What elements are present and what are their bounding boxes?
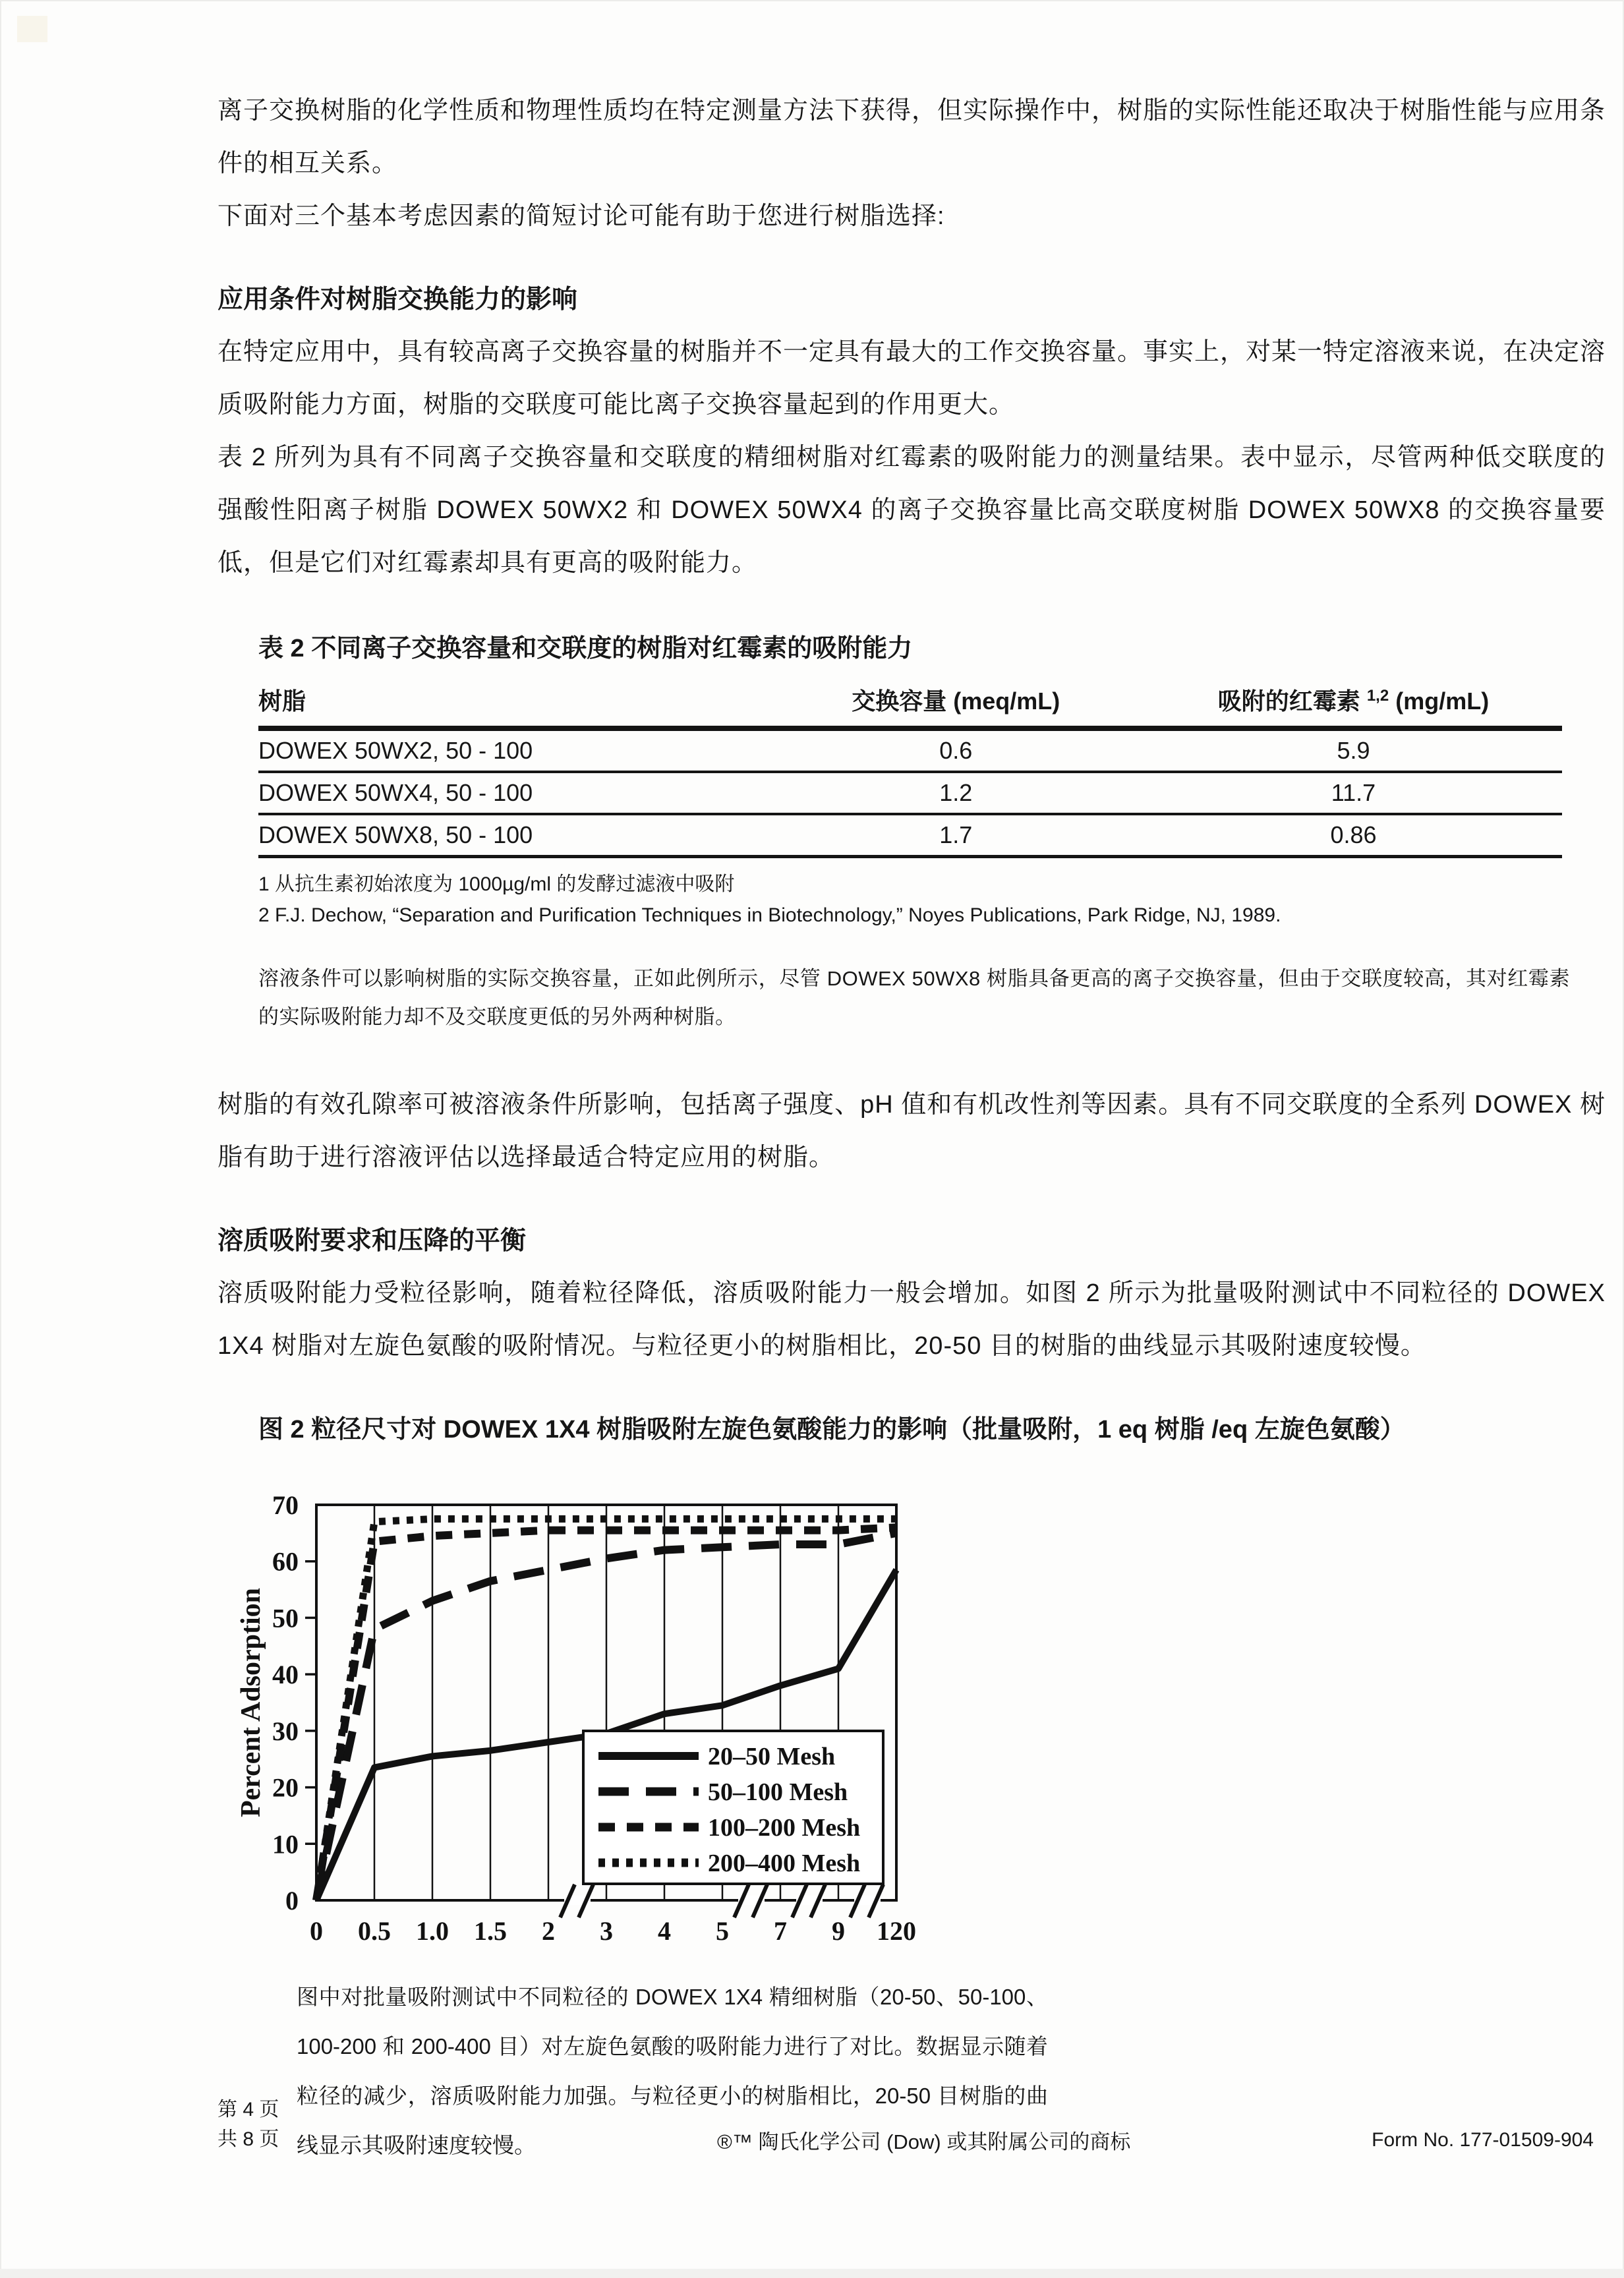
svg-text:100–200 Mesh: 100–200 Mesh	[708, 1814, 861, 1842]
cell-adsorbed: 11.7	[1145, 772, 1562, 814]
capacity-label: 交换容量	[852, 687, 947, 715]
footer-form-number: Form No. 177-01509-904	[1372, 2129, 1594, 2151]
svg-text:3: 3	[600, 1916, 613, 1946]
table2-note: 溶液条件可以影响树脂的实际交换容量，正如此例所示，尽管 DOWEX 50WX8 树脂具备更高的离子交换容量，但由于交联度较高，其对红霉素的实际吸附能力却不及交联度更低的另外两种树脂。	[258, 967, 1570, 1028]
footnote-2: 2 F.J. Dechow, “Separation and Purification Techniques in Biotechnology,” Noyes Publications, Park Ridge, NJ, 1989.	[258, 904, 1281, 926]
paragraph-capacity-1: 在特定应用中，具有较高离子交换容量的树脂并不一定具有最大的工作交换容量。事实上，对某一特定溶液来说，在决定溶质吸附能力方面，树脂的交联度可能比离子交换容量起到的作用更大。	[218, 338, 1606, 419]
scan-corner-artifact	[17, 16, 47, 42]
capacity-unit: (meq/mL)	[953, 687, 1060, 715]
figure2-title: 图 2 粒径尺寸对 DOWEX 1X4 树脂吸附左旋色氨酸能力的影响（批量吸附，1 eq 树脂 /eq 左旋色氨酸）	[258, 1416, 1405, 1444]
paragraph-balance: 溶质吸附能力受粒径影响，随着粒径降低，溶质吸附能力一般会增加。如图 2 所示为批量吸附测试中不同粒径的 DOWEX 1X4 树脂对左旋色氨酸的吸附情况。与粒径更小的树脂相比，20-50 目的树脂的曲线显示其吸附速度较慢。	[218, 1279, 1606, 1360]
svg-text:9: 9	[832, 1916, 845, 1946]
adsorbed-label: 吸附的红霉素	[1217, 687, 1360, 715]
svg-text:2: 2	[542, 1916, 555, 1946]
section-heading-balance: 溶质吸附要求和压降的平衡	[218, 1227, 527, 1255]
cell-capacity: 1.2	[767, 772, 1145, 814]
svg-text:0: 0	[310, 1916, 323, 1946]
svg-text:50: 50	[272, 1603, 299, 1633]
footer-page-current: 第 4 页	[218, 2099, 279, 2120]
svg-text:1.0: 1.0	[416, 1916, 449, 1946]
cell-resin: DOWEX 50WX8, 50 - 100	[258, 814, 767, 857]
page-content	[218, 84, 1606, 2170]
table2	[258, 679, 1562, 858]
svg-text:40: 40	[272, 1660, 299, 1690]
section-heading-capacity: 应用条件对树脂交换能力的影响	[218, 285, 578, 314]
svg-text:30: 30	[272, 1716, 299, 1746]
paragraph-capacity-2: 表 2 所列为具有不同离子交换容量和交联度的精细树脂对红霉素的吸附能力的测量结果。表中显示，尽管两种低交联度的强酸性阳离子树脂 DOWEX 50WX2 和 DOWEX 50WX4 的离子交换容量比高交联度树脂 DOWEX 50WX8 的交换容量要低，但是它们对红霉素却具有更高的吸附能力。	[218, 444, 1606, 577]
footer-trademark: ®™ 陶氏化学公司 (Dow) 或其附属公司的商标	[717, 2130, 1131, 2153]
svg-text:0: 0	[285, 1886, 299, 1915]
svg-text:4: 4	[658, 1916, 671, 1946]
svg-text:60: 60	[272, 1546, 299, 1577]
footnote-1: 1 从抗生素初始浓度为 1000µg/ml 的发酵过滤液中吸附	[258, 873, 735, 895]
svg-text:7: 7	[774, 1916, 787, 1946]
table2-header-adsorbed	[1145, 679, 1562, 728]
figure2-chart	[237, 1469, 936, 1956]
footer-page-numbers	[218, 2095, 279, 2154]
table-row	[258, 814, 1562, 857]
footer-page-total: 共 8 页	[218, 2128, 279, 2150]
paragraph-lead: 下面对三个基本考虑因素的简短讨论可能有助于您进行树脂选择:	[218, 202, 945, 230]
cell-capacity: 0.6	[767, 728, 1145, 772]
table-row	[258, 728, 1562, 772]
svg-text:70: 70	[272, 1490, 299, 1520]
svg-text:20: 20	[272, 1772, 299, 1803]
svg-text:120: 120	[877, 1916, 916, 1946]
svg-text:1.5: 1.5	[474, 1916, 507, 1946]
paragraph-intro: 离子交换树脂的化学性质和物理性质均在特定测量方法下获得，但实际操作中，树脂的实际性能还取决于树脂性能与应用条件的相互关系。	[218, 97, 1606, 177]
figure2-caption: 图中对批量吸附测试中不同粒径的 DOWEX 1X4 精细树脂（20-50、50-100、100-200 和 200-400 目）对左旋色氨酸的吸附能力进行了对比。数据显示随着粒径的减少，溶质吸附能力加强。与粒径更小的树脂相比，20-50 目树脂的曲线显示其吸附速度较慢。	[297, 1985, 1048, 2157]
figure2-chart-svg	[237, 1469, 936, 1956]
paragraph-porosity: 树脂的有效孔隙率可被溶液条件所影响，包括离子强度、pH 值和有机改性剂等因素。具有不同交联度的全系列 DOWEX 树脂有助于进行溶液评估以选择最适合特定应用的树脂。	[218, 1091, 1606, 1171]
cell-capacity: 1.7	[767, 814, 1145, 857]
svg-text:20–50 Mesh: 20–50 Mesh	[708, 1743, 836, 1770]
adsorbed-unit: (mg/mL)	[1395, 687, 1490, 715]
table2-footnotes	[258, 869, 1606, 931]
table2-header-resin: 树脂	[258, 679, 767, 728]
cell-adsorbed: 0.86	[1145, 814, 1562, 857]
table2-title: 表 2 不同离子交换容量和交联度的树脂对红霉素的吸附能力	[258, 635, 913, 662]
cell-resin: DOWEX 50WX2, 50 - 100	[258, 728, 767, 772]
cell-resin: DOWEX 50WX4, 50 - 100	[258, 772, 767, 814]
svg-text:0.5: 0.5	[358, 1916, 391, 1946]
adsorbed-superscript: 1,2	[1366, 687, 1389, 705]
cell-adsorbed: 5.9	[1145, 728, 1562, 772]
svg-text:10: 10	[272, 1829, 299, 1859]
table2-block	[258, 630, 1606, 1036]
table2-header-capacity	[767, 679, 1145, 728]
table2-header-row	[258, 679, 1562, 728]
svg-text:Percent Adsorption: Percent Adsorption	[237, 1587, 266, 1818]
svg-text:5: 5	[716, 1916, 729, 1946]
svg-text:200–400 Mesh: 200–400 Mesh	[708, 1850, 861, 1877]
svg-text:50–100 Mesh: 50–100 Mesh	[708, 1778, 848, 1806]
scan-bottom-edge	[0, 2269, 1624, 2278]
table-row	[258, 772, 1562, 814]
